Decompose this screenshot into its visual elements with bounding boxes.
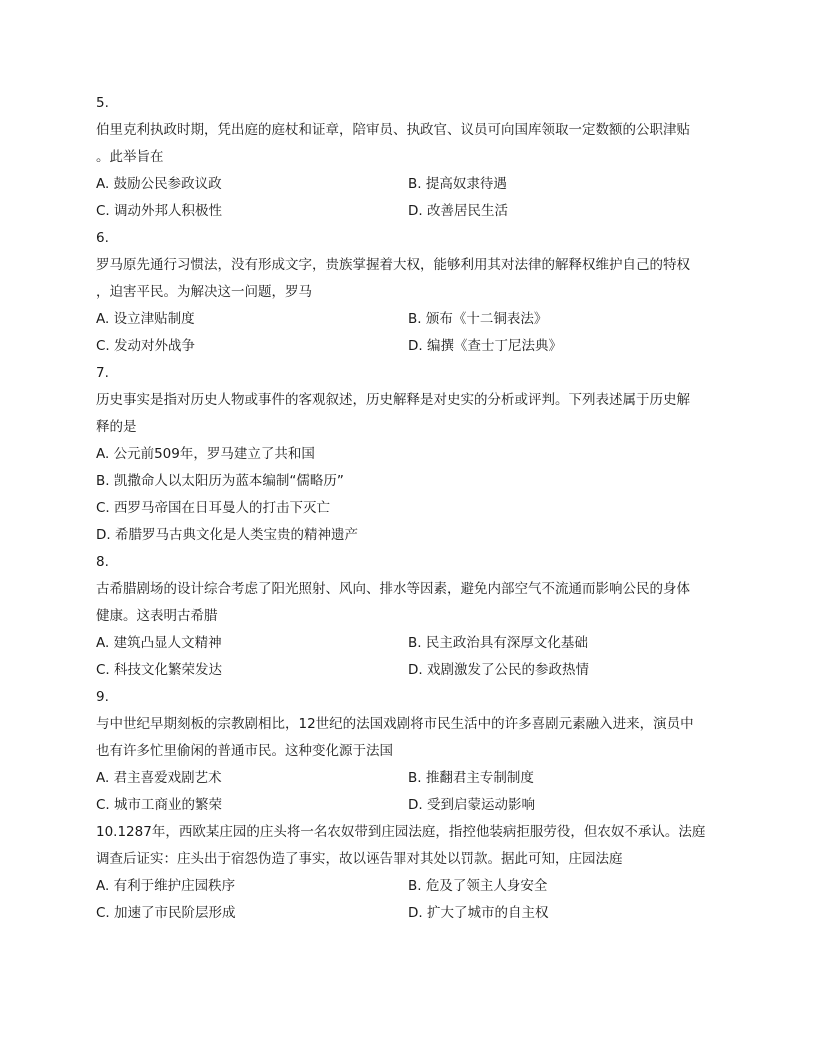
question-8 xyxy=(96,549,720,684)
question-number: 9. xyxy=(96,689,109,705)
question-stem-line: 调查后证实：庄头出于宿怨伪造了事实，故以诬告罪对其处以罚款。据此可知，庄园法庭 xyxy=(96,851,623,867)
question-stem-line: ，迫害平民。为解决这一问题，罗马 xyxy=(96,284,312,300)
option-b: B. 推翻君主专制制度 xyxy=(408,770,534,786)
question-number: 7. xyxy=(96,365,109,381)
option-c: C. 发动对外战争 xyxy=(96,338,196,354)
option-d: D. 戏剧激发了公民的参政热情 xyxy=(408,662,589,678)
question-stem-line: 。此举旨在 xyxy=(96,149,164,165)
question-stem-line: 也有许多忙里偷闲的普通市民。这种变化源于法国 xyxy=(96,743,393,759)
question-6 xyxy=(96,225,720,360)
exam-page xyxy=(96,90,720,927)
option-d: D. 编撰《查士丁尼法典》 xyxy=(408,338,562,354)
question-stem-line: 罗马原先通行习惯法，没有形成文字，贵族掌握着大权，能够利用其对法律的解释权维护自己的特权 xyxy=(96,257,690,273)
option-a: A. 鼓励公民参政议政 xyxy=(96,176,222,192)
option-a: A. 有利于维护庄园秩序 xyxy=(96,878,236,894)
option-b: B. 危及了领主人身安全 xyxy=(408,878,548,894)
option-c: C. 调动外邦人积极性 xyxy=(96,203,223,219)
question-stem-line: 历史事实是指对历史人物或事件的客观叙述，历史解释是对史实的分析或评判。下列表述属于历史解 xyxy=(96,392,690,408)
question-9 xyxy=(96,684,720,819)
option-a: A. 设立津贴制度 xyxy=(96,311,195,327)
question-10 xyxy=(96,819,720,927)
option-d: D. 受到启蒙运动影响 xyxy=(408,797,535,813)
question-number: 8. xyxy=(96,554,109,570)
option-d: D. 希腊罗马古典文化是人类宝贵的精神遗产 xyxy=(96,527,358,543)
option-c: C. 西罗马帝国在日耳曼人的打击下灭亡 xyxy=(96,500,331,516)
question-stem-line: 10.1287年，西欧某庄园的庄头将一名农奴带到庄园法庭，指控他装病拒服劳役，但农奴不承认。法庭 xyxy=(96,824,706,840)
option-c: C. 科技文化繁荣发达 xyxy=(96,662,223,678)
question-7 xyxy=(96,360,720,549)
question-number: 6. xyxy=(96,230,109,246)
option-b: B. 提高奴隶待遇 xyxy=(408,176,507,192)
question-stem-line: 释的是 xyxy=(96,419,137,435)
question-stem-line: 健康。这表明古希腊 xyxy=(96,608,218,624)
option-b: B. 民主政治具有深厚文化基础 xyxy=(408,635,588,651)
option-d: D. 扩大了城市的自主权 xyxy=(408,905,549,921)
question-stem-line: 与中世纪早期刻板的宗教剧相比，12世纪的法国戏剧将市民生活中的许多喜剧元素融入进来，演员中 xyxy=(96,716,694,732)
option-c: C. 城市工商业的繁荣 xyxy=(96,797,223,813)
option-b: B. 颁布《十二铜表法》 xyxy=(408,311,548,327)
question-stem-line: 古希腊剧场的设计综合考虑了阳光照射、风向、排水等因素，避免内部空气不流通而影响公民的身体 xyxy=(96,581,690,597)
option-a: A. 君主喜爱戏剧艺术 xyxy=(96,770,222,786)
question-number: 5. xyxy=(96,95,109,111)
question-5 xyxy=(96,90,720,225)
option-c: C. 加速了市民阶层形成 xyxy=(96,905,236,921)
option-a: A. 公元前509年，罗马建立了共和国 xyxy=(96,446,315,462)
question-stem-line: 伯里克利执政时期，凭出庭的庭杖和证章，陪审员、执政官、议员可向国库领取一定数额的公职津贴 xyxy=(96,122,690,138)
option-b: B. 凯撒命人以太阳历为蓝本编制“儒略历” xyxy=(96,473,344,489)
option-a: A. 建筑凸显人文精神 xyxy=(96,635,222,651)
option-d: D. 改善居民生活 xyxy=(408,203,508,219)
